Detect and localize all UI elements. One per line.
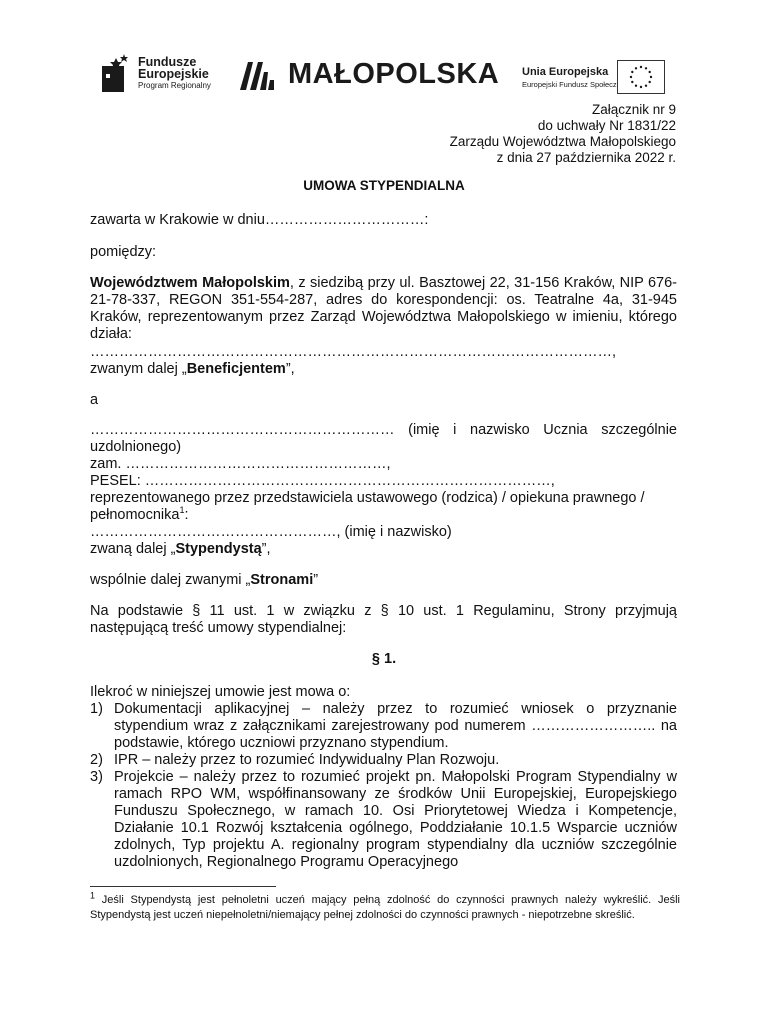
party2-representative-name-line: ……………………………………………, (imię i nazwisko) [90, 524, 452, 540]
party2-representative [90, 490, 677, 524]
fe-line2: Europejskie [138, 67, 209, 81]
definitions-intro: Ilekroć w niniejszej umowie jest mowa o: [90, 684, 351, 700]
party1-name: Województwem Małopolskim [90, 275, 290, 291]
fundusze-europejskie-name [138, 56, 209, 80]
party2-called-post: ”, [261, 541, 271, 557]
definition-item [90, 769, 677, 871]
between-line: pomiędzy: [90, 244, 157, 260]
malopolska-icon [238, 58, 282, 92]
ue-title: Unia Europejska [522, 66, 609, 78]
footnote-number: 1 [90, 890, 96, 901]
unia-europejska-label [522, 66, 625, 89]
party1-called [90, 361, 677, 378]
malopolska-logo [238, 58, 500, 94]
annex-board: Zarządu Województwa Małopolskiego [449, 134, 676, 149]
fe-line1: Fundusze [138, 55, 197, 69]
definition-text: Dokumentacji aplikacyjnej – należy przez to rozumieć wniosek o przyznanie stypendium wraz z załącznikami zarejestrowany pod numerem …………………….. na podstawie, którego uczniowi przyznano stypendium. [114, 701, 677, 751]
document-title: UMOWA STYPENDIALNA [303, 178, 465, 193]
footnote-ref: 1 [179, 505, 185, 516]
parties-pre: wspólnie dalej zwanymi „ [90, 572, 251, 588]
parties-line [90, 572, 677, 589]
definition-text: IPR – należy przez to rozumieć Indywidualny Plan Rozwoju. [114, 752, 500, 768]
party1-called-pre: zwanym dalej „ [90, 361, 187, 377]
eu-flag-icon [617, 60, 665, 94]
legal-basis: Na podstawie § 11 ust. 1 w związku z § 10 ust. 1 Regulaminu, Strony przyjmują następującą treść umowy stypendialnej: [90, 603, 677, 636]
party2-representative-text: reprezentowanego przez przedstawiciela ustawowego (rodzica) / opiekuna prawnego / pełnomocnika [90, 490, 645, 523]
ue-sub: Europejski Fundusz Społeczny [522, 80, 625, 89]
footnote [90, 890, 680, 923]
footnote-text: Jeśli Stypendystą jest pełnoletni uczeń mający pełną zdolność do czynności prawnych należy wykreślić. Jeśli Stypendystą jest uczeń niepełnoletni/niemający pełnej zdolności do czynności prawnych - niepotrzebne skreślić. [90, 894, 680, 921]
and-line: a [90, 392, 99, 408]
section-heading: § 1. [371, 651, 397, 667]
logo-bar [90, 42, 676, 104]
party2-called-name: Stypendystą [175, 541, 262, 557]
party2-called [90, 541, 677, 558]
party1-called-post: ”, [285, 361, 295, 377]
definition-number: 3) [90, 769, 103, 785]
parties-post: ” [313, 572, 319, 588]
annex-header [450, 102, 676, 166]
definition-text: Projekcie – należy przez to rozumieć projekt pn. Małopolski Program Stypendialny w ramach RPO WM, współfinansowany ze środków Unii Europejskiej, Europejskiego Funduszu Społecznego, w ramach 10. Osi Priorytetowej Wiedza i Kompetencje, Działanie 10.1 Rozwój kształcenia ogólnego, Poddziałanie 10.1.5 Wsparcie uczniów zdolnych, Typ projektu A. regionalny program stypendialny dla uczniów szczególnie uzdolnionych, Regionalnego Programu Operacyjnego [114, 769, 677, 870]
party1-representative-dots: ………………………………………………………………………………………………, [90, 344, 617, 360]
definition-item [90, 701, 677, 752]
malopolska-wordmark: MAŁOPOLSKA [288, 58, 500, 90]
definition-number: 2) [90, 752, 103, 768]
fundusze-europejskie-logo [102, 52, 242, 96]
annex-number: Załącznik nr 9 [591, 102, 676, 117]
party1-called-name: Beneficjentem [186, 361, 286, 377]
party2-name-line: ……………………………………………………… (imię i nazwisko Ucznia szczególnie uzdolnionego) [90, 422, 677, 455]
concluded-line: zawarta w Krakowie w dniu……………………………: [90, 212, 429, 228]
annex-resolution: do uchwały Nr 1831/22 [537, 118, 676, 133]
party2-called-pre: zwaną dalej „ [90, 541, 176, 557]
definitions-list [90, 701, 677, 871]
definition-number: 1) [90, 701, 103, 717]
definition-item [90, 752, 677, 769]
party1-paragraph [90, 275, 677, 343]
footnote-separator [90, 886, 276, 887]
party2-address-line: zam. ………………………………………………, [90, 456, 391, 472]
fundusze-europejskie-icon [102, 52, 132, 92]
fe-program: Program Regionalny [138, 81, 211, 90]
annex-date: z dnia 27 października 2022 r. [496, 150, 676, 165]
parties-name: Stronami [250, 572, 314, 588]
party1-details: , z siedzibą przy ul. Basztowej 22, 31-156 Kraków, NIP 676-21-78-337, REGON 351-554-287, adres do korespondencji: os. Teatralne 4a, 31-945 Kraków, reprezentowanym przez Zarząd Województwa Małopolskiego w imieniu, którego działa: [90, 275, 677, 342]
party2-pesel-line: PESEL: …………………………………………………………………………, [90, 473, 555, 489]
party2-representative-colon: : [184, 507, 189, 523]
